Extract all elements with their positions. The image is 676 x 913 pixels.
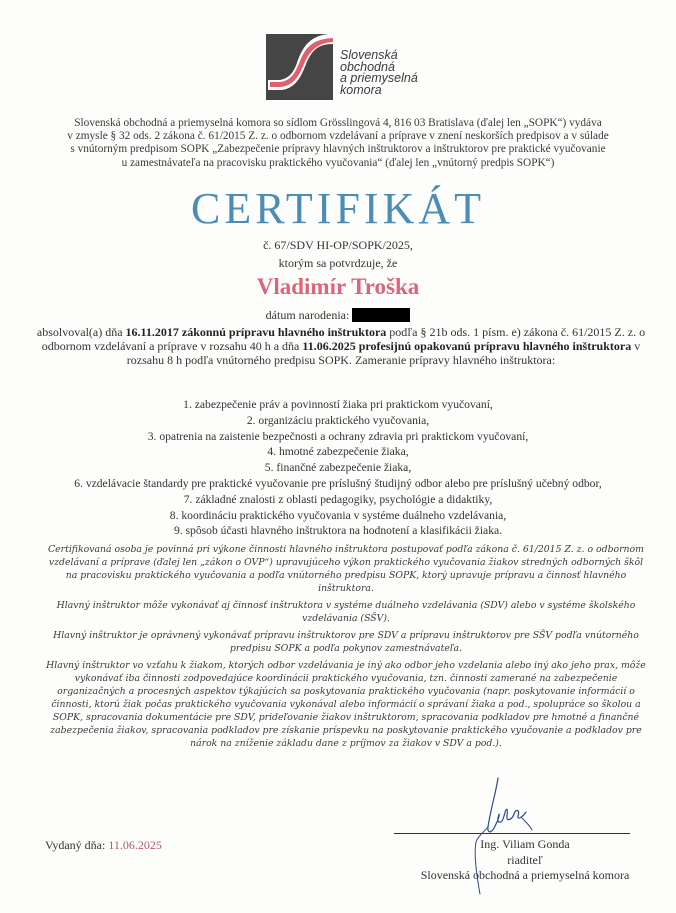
logo-line: a priemyselná	[340, 71, 418, 85]
certificate-number: č. 67/SDV HI-OP/SOPK/2025,	[263, 238, 413, 252]
focus-list-item: 9. spôsob účasti hlavného inštruktora na hodnotení a klasifikácii žiaka.	[173, 524, 503, 538]
signer-organization: Slovenská obchodná a priemyselná komora	[420, 868, 630, 882]
note-paragraph: Hlavný inštruktor je oprávnený vykonávať prípravu inštruktorov pre SDV a prípravu inštruktorov pre SŠV podľa vnútorného predpisu SOPK a podľa pokynov zamestnávateľa.	[53, 630, 639, 654]
intro-line: Slovenská obchodná a priemyselná komora so sídlom Grösslingová 4, 816 03 Bratislava (ďalej len „SOPK“) vydáva	[74, 117, 602, 129]
focus-list-item: 8. koordináciu praktického vyučovania v systéme duálneho vzdelávania,	[169, 508, 507, 522]
focus-list-item: 3. opatrenia na zaistenie bezpečnosti a ochrany zdravia pri praktickom vyučovaní,	[147, 429, 529, 443]
focus-list-item: 1. zabezpečenie práv a povinností žiaka pri praktickom vyučovaní,	[183, 398, 493, 411]
certificate-title: CERTIFIKÁT	[190, 184, 485, 233]
body-text: absolvoval(a) dňa	[36, 325, 126, 339]
intro-line: u zamestnávateľa na pracovisku praktického vyučovania“ (ďalej len „vnútorný predpis SOPK“)	[121, 156, 555, 169]
signer-name: Ing. Viliam Gonda	[480, 837, 570, 851]
note-paragraph: Hlavný inštruktor môže vykonávať aj činnosť inštruktora v systéme duálneho vzdelávania (SDV) alebo v systéme školského vzdelávania (SŠV).	[56, 600, 636, 624]
logo-line: komora	[340, 82, 382, 97]
notes-section	[46, 543, 646, 754]
focus-list	[0, 397, 676, 539]
intro-paragraph	[38, 117, 638, 170]
dob-redacted-block	[352, 308, 410, 322]
body-text: podľa § 21b ods. 1 písm. e) zákona č. 61/2015 Z. z. o odbornom vzdelávaní a príprave v rozsahu 40 h a dňa	[41, 325, 646, 353]
signer-role: riaditeľ	[507, 852, 543, 867]
logo-line: obchodná	[340, 59, 395, 74]
focus-list-item: 4. hmotné zabezpečenie žiaka,	[267, 445, 409, 459]
body-bold-refresher-training: 11.06.2025 profesijnú opakovanú prípravu hlavného inštruktora	[302, 338, 632, 353]
signer-block	[380, 837, 670, 884]
dob-label: dátum narodenia:	[265, 308, 350, 322]
date-of-birth	[0, 308, 676, 323]
confirmation-text: ktorým sa potvrdzuje, že	[278, 256, 398, 270]
holder-name: Vladimír Troška	[256, 274, 420, 299]
intro-line: s vnútorným predpisom SOPK „Zabezpečenie prípravy hlavných inštruktorov a inštruktorov pre praktické vyučovanie	[70, 143, 606, 156]
completion-paragraph	[36, 326, 646, 367]
issued-date	[45, 838, 162, 853]
body-text: v rozsahu 8 h podľa vnútorného predpisu SOPK. Zameranie prípravy hlavného inštruktora:	[126, 338, 641, 367]
focus-list-item: 6. vzdelávacie štandardy pre praktické vyučovanie pre príslušný študijný odbor alebo pre príslušný učebný odbor,	[74, 476, 602, 490]
focus-list-item: 2. organizáciu praktického vyučovania,	[246, 413, 430, 427]
sopk-logo	[266, 34, 456, 104]
issued-date-value: 11.06.2025	[108, 838, 162, 852]
focus-list-item: 5. finančné zabezpečenie žiaka,	[264, 461, 412, 475]
note-paragraph: Certifikovaná osoba je povinná pri výkone činnosti hlavného inštruktora postupovať podľa zákona č. 61/2015 Z. z. o odbornom vzdelávaní a príprave (ďalej len „zákon o OVP“) upravujúceho výkon praktického vyučovania žiakov stredných odborných škôl na pracovisku praktického vyučovania a podľa vnútorného predpisu SOPK, ktorý upravuje prípravu a činnosť hlavného inštruktora.	[48, 544, 644, 594]
body-bold-legal-training: 16.11.2017 zákonnú prípravu hlavného inštruktora	[125, 325, 387, 339]
intro-line: v zmysle § 32 ods. 2 zákona č. 61/2015 Z. z. o odbornom vzdelávaní a príprave v znení neskorších predpisov a v súlade	[67, 130, 609, 143]
focus-list-item: 7. základné znalosti z oblasti pedagogiky, psychológie a didaktiky,	[183, 492, 493, 506]
logo-text	[340, 50, 418, 96]
note-paragraph: Hlavný inštruktor vo vzťahu k žiakom, ktorých odbor vzdelávania je iný ako odbor jeho vzdelania alebo iný ako jeho prax, môže vykonávať iba činnosti zodpovedajúce koordinácii praktického vyučovania, tzn. činnosti zamerané na zabezpečenie organizačných a procesných aspektov týkajúcich sa poskytovania praktického vyučovania (napr. poskytovanie informácií o činnosti, ktorú žiak počas praktického vyučovania vykonával alebo informácií o správaní žiaka a pod., spolupráce so školou a SOPK, spracovania dokumentácie pre SDV, prideľovanie žiakov inštruktorom, spracovania podkladov pre hmotné a finančné zabezpečenia žiakov, spracovania podkladov pre získanie príspevku na poskytovanie praktického vyučovanie a podkladov pre nárok na zníženie základu dane z príjmov za žiakov v SDV a pod.).	[46, 660, 646, 749]
issued-label: Vydaný dňa:	[45, 838, 106, 852]
logo-line: Slovenská	[340, 48, 398, 62]
sopk-logo-mark-icon	[266, 34, 333, 100]
